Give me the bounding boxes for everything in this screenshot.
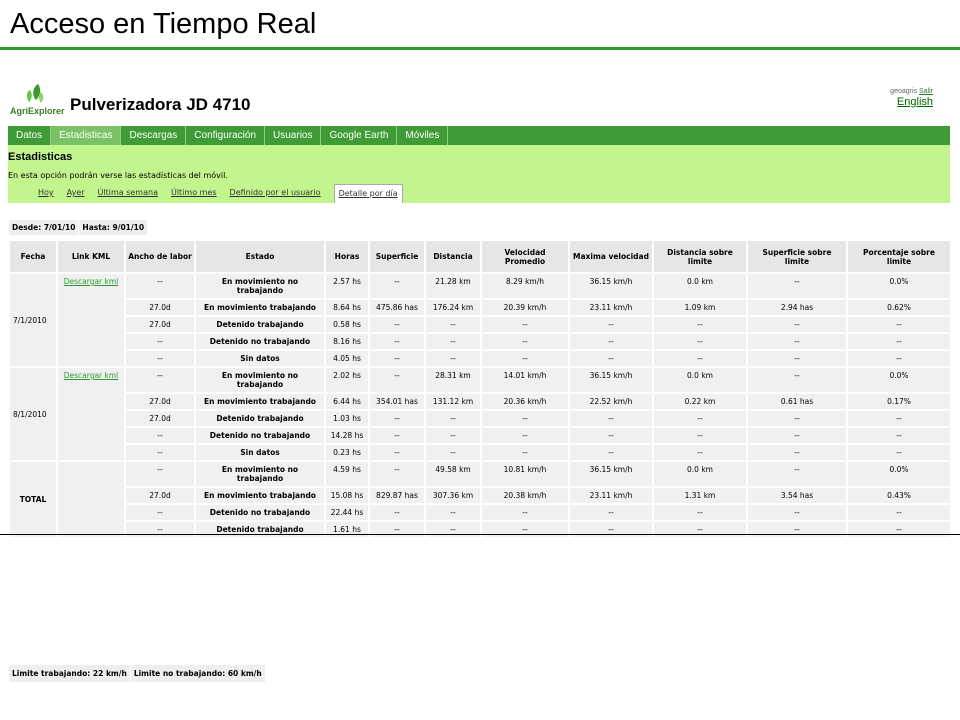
table-row — [9, 487, 951, 504]
column-header: Superficie sobre limite — [747, 240, 847, 273]
table-cell: 3.54 has — [747, 487, 847, 504]
status-cell: Detenido no trabajando — [195, 427, 325, 444]
column-header: Ancho de labor — [125, 240, 195, 273]
status-cell: En movimiento trabajando — [195, 487, 325, 504]
table-cell: -- — [569, 316, 653, 333]
table-cell: -- — [369, 316, 425, 333]
table-cell: 1.09 km — [653, 299, 747, 316]
table-cell: -- — [369, 350, 425, 367]
table-cell: -- — [653, 410, 747, 427]
table-cell: 4.59 hs — [325, 461, 369, 487]
status-cell: En movimiento no trabajando — [195, 273, 325, 299]
column-header: Velocidad Promedio — [481, 240, 569, 273]
date-range — [8, 219, 148, 236]
table-cell: -- — [569, 350, 653, 367]
table-row — [9, 367, 951, 393]
table-cell: -- — [569, 521, 653, 538]
table-cell: -- — [425, 333, 481, 350]
table-cell: 1.31 km — [653, 487, 747, 504]
subnav-link[interactable]: Detalle por día — [334, 184, 403, 203]
table-cell: 131.12 km — [425, 393, 481, 410]
table-cell: 23.11 km/h — [569, 487, 653, 504]
subnav-link[interactable]: Definido por el usuario — [229, 188, 321, 197]
app-title: Pulverizadora JD 4710 — [70, 95, 251, 114]
table-cell: -- — [369, 273, 425, 299]
date-cell: 7/1/2010 — [9, 273, 57, 367]
table-cell: 1.61 hs — [325, 521, 369, 538]
table-cell: 28.31 km — [425, 367, 481, 393]
table-cell: -- — [747, 316, 847, 333]
stats-table — [8, 239, 952, 539]
table-cell: -- — [369, 504, 425, 521]
table-cell: 307.36 km — [425, 487, 481, 504]
table-cell: -- — [369, 427, 425, 444]
table-cell: -- — [847, 504, 951, 521]
table-cell: -- — [847, 410, 951, 427]
table-cell: 0.0 km — [653, 273, 747, 299]
table-cell: -- — [747, 427, 847, 444]
table-cell: 27.0d — [125, 393, 195, 410]
column-header: Superficie — [369, 240, 425, 273]
table-row — [9, 461, 951, 487]
table-cell: 6.44 hs — [325, 393, 369, 410]
table-cell: -- — [481, 350, 569, 367]
main-nav — [8, 126, 950, 145]
table-cell: -- — [747, 410, 847, 427]
leaf-icon — [10, 82, 50, 108]
table-cell: -- — [653, 504, 747, 521]
table-cell: 0.0% — [847, 273, 951, 299]
table-cell: -- — [481, 410, 569, 427]
table-cell: 0.61 has — [747, 393, 847, 410]
logout-link[interactable]: Salir — [918, 88, 933, 95]
status-cell: En movimiento no trabajando — [195, 461, 325, 487]
table-cell: 20.38 km/h — [481, 487, 569, 504]
table-cell: 36.15 km/h — [569, 273, 653, 299]
status-cell: Detenido trabajando — [195, 521, 325, 538]
divider-line — [0, 534, 960, 535]
table-cell: 27.0d — [125, 299, 195, 316]
table-cell: 1.03 hs — [325, 410, 369, 427]
table-cell: -- — [125, 367, 195, 393]
table-cell: -- — [653, 427, 747, 444]
table-cell: -- — [425, 504, 481, 521]
language-link[interactable]: English — [896, 96, 933, 108]
table-cell: -- — [369, 521, 425, 538]
table-cell: -- — [569, 504, 653, 521]
table-row — [9, 333, 951, 350]
table-cell: 14.01 km/h — [481, 367, 569, 393]
table-cell: -- — [125, 521, 195, 538]
nav-item-datos[interactable]: Datos — [8, 126, 51, 145]
table-row — [9, 316, 951, 333]
table-cell: -- — [653, 333, 747, 350]
table-cell: -- — [847, 427, 951, 444]
table-cell: 2.57 hs — [325, 273, 369, 299]
status-cell: Detenido trabajando — [195, 410, 325, 427]
table-cell: 27.0d — [125, 316, 195, 333]
table-cell: 0.22 km — [653, 393, 747, 410]
table-cell: -- — [425, 444, 481, 461]
subnav-link[interactable]: Último mes — [170, 188, 217, 197]
nav-item-estadisticas[interactable]: Estadisticas — [51, 126, 121, 145]
table-cell: 0.0% — [847, 367, 951, 393]
section-description: En esta opción podrán verse las estadísticas del móvil. — [8, 171, 228, 180]
table-cell: 8.64 hs — [325, 299, 369, 316]
table-cell: 829.87 has — [369, 487, 425, 504]
table-cell: -- — [747, 367, 847, 393]
table-cell: -- — [569, 410, 653, 427]
nav-item-configuraci-n[interactable]: Configuración — [186, 126, 265, 145]
subnav-link[interactable]: Hoy — [38, 188, 54, 197]
table-cell: 4.05 hs — [325, 350, 369, 367]
table-cell: -- — [481, 333, 569, 350]
subnav-link[interactable]: Última semana — [97, 188, 158, 197]
table-cell: 0.43% — [847, 487, 951, 504]
table-cell: 475.86 has — [369, 299, 425, 316]
table-cell: -- — [747, 273, 847, 299]
table-cell: 23.11 km/h — [569, 299, 653, 316]
nav-item-m-viles[interactable]: Móviles — [397, 126, 448, 145]
table-cell: -- — [481, 316, 569, 333]
status-cell: En movimiento no trabajando — [195, 367, 325, 393]
table-row — [9, 427, 951, 444]
table-cell: -- — [481, 521, 569, 538]
table-cell: -- — [369, 333, 425, 350]
table-cell: -- — [425, 316, 481, 333]
section-title: Estadisticas — [8, 151, 73, 163]
table-cell: -- — [747, 350, 847, 367]
table-cell: -- — [747, 504, 847, 521]
table-row — [9, 350, 951, 367]
user-box — [890, 88, 933, 108]
table-cell: -- — [653, 444, 747, 461]
table-cell: -- — [369, 461, 425, 487]
table-cell: -- — [125, 273, 195, 299]
column-header: Distancia sobre limite — [653, 240, 747, 273]
table-cell: -- — [847, 521, 951, 538]
logo-text: AgriExplorer — [10, 106, 65, 116]
limit-not-working: Limite no trabajando: 60 km/h — [130, 665, 265, 683]
table-cell: 20.39 km/h — [481, 299, 569, 316]
column-header: Fecha — [9, 240, 57, 273]
table-cell: 176.24 km — [425, 299, 481, 316]
table-cell: 0.0 km — [653, 367, 747, 393]
period-subnav — [38, 183, 416, 203]
table-cell: -- — [425, 521, 481, 538]
date-to: Hasta: 9/01/10 — [79, 220, 148, 236]
column-header: Link KML — [57, 240, 125, 273]
agriexplorer-logo[interactable] — [10, 82, 70, 122]
column-header: Estado — [195, 240, 325, 273]
table-row — [9, 273, 951, 299]
table-cell: -- — [653, 316, 747, 333]
table-cell: -- — [125, 350, 195, 367]
slide-title: Acceso en Tiempo Real — [10, 8, 317, 40]
kml-cell — [57, 461, 125, 538]
column-header: Distancia — [425, 240, 481, 273]
table-cell: 2.94 has — [747, 299, 847, 316]
table-cell: -- — [747, 461, 847, 487]
table-row — [9, 410, 951, 427]
table-cell: 21.28 km — [425, 273, 481, 299]
status-cell: Detenido no trabajando — [195, 504, 325, 521]
table-cell: 36.15 km/h — [569, 461, 653, 487]
table-cell: 14.28 hs — [325, 427, 369, 444]
table-cell: -- — [125, 333, 195, 350]
table-cell: 15.08 hs — [325, 487, 369, 504]
table-cell: 49.58 km — [425, 461, 481, 487]
table-cell: -- — [369, 444, 425, 461]
stats-section — [8, 145, 950, 203]
status-cell: En movimiento trabajando — [195, 393, 325, 410]
kml-cell — [57, 367, 125, 461]
table-cell: -- — [481, 444, 569, 461]
date-from: Desde: 7/01/10 — [9, 220, 79, 236]
subnav-link[interactable]: Ayer — [66, 188, 85, 197]
table-cell: -- — [481, 504, 569, 521]
table-cell: 20.36 km/h — [481, 393, 569, 410]
column-header: Maxima velocidad — [569, 240, 653, 273]
download-kml-link[interactable]: Descargar kml — [63, 371, 119, 380]
table-header-row — [9, 240, 951, 273]
nav-item-google-earth[interactable]: Google Earth — [321, 126, 397, 145]
table-cell: 0.62% — [847, 299, 951, 316]
table-cell: -- — [747, 444, 847, 461]
table-cell: 0.23 hs — [325, 444, 369, 461]
table-cell: -- — [569, 333, 653, 350]
username: geoagris — [890, 88, 918, 95]
table-row — [9, 504, 951, 521]
column-header: Porcentaje sobre limite — [847, 240, 951, 273]
date-cell: 8/1/2010 — [9, 367, 57, 461]
download-kml-link[interactable]: Descargar kml — [63, 277, 119, 286]
table-cell: -- — [125, 444, 195, 461]
table-cell: 8.29 km/h — [481, 273, 569, 299]
table-cell: -- — [481, 427, 569, 444]
table-cell: -- — [747, 333, 847, 350]
table-cell: 0.0 km — [653, 461, 747, 487]
table-cell: -- — [425, 410, 481, 427]
table-cell: 36.15 km/h — [569, 367, 653, 393]
status-cell: Detenido no trabajando — [195, 333, 325, 350]
table-cell: -- — [125, 504, 195, 521]
table-cell: 27.0d — [125, 410, 195, 427]
status-cell: Detenido trabajando — [195, 316, 325, 333]
nav-item-usuarios[interactable]: Usuarios — [265, 126, 321, 145]
table-cell: -- — [847, 333, 951, 350]
table-cell: 8.16 hs — [325, 333, 369, 350]
table-cell: -- — [653, 521, 747, 538]
table-cell: 27.0d — [125, 487, 195, 504]
table-cell: -- — [847, 444, 951, 461]
table-cell: 2.02 hs — [325, 367, 369, 393]
table-cell: 0.17% — [847, 393, 951, 410]
limit-working: Limite trabajando: 22 km/h — [9, 665, 131, 683]
kml-cell — [57, 273, 125, 367]
table-cell: -- — [747, 521, 847, 538]
table-cell: -- — [569, 444, 653, 461]
status-cell: Sin datos — [195, 444, 325, 461]
table-cell: -- — [425, 350, 481, 367]
table-cell: -- — [569, 427, 653, 444]
speed-limits — [8, 664, 266, 683]
table-cell: -- — [847, 350, 951, 367]
table-cell: 0.58 hs — [325, 316, 369, 333]
table-row — [9, 444, 951, 461]
table-cell: -- — [847, 316, 951, 333]
table-row — [9, 299, 951, 316]
date-cell: TOTAL — [9, 461, 57, 538]
column-header: Horas — [325, 240, 369, 273]
status-cell: En movimiento trabajando — [195, 299, 325, 316]
table-cell: 22.52 km/h — [569, 393, 653, 410]
table-cell: -- — [125, 427, 195, 444]
table-cell: 22.44 hs — [325, 504, 369, 521]
table-cell: -- — [125, 461, 195, 487]
table-cell: -- — [369, 367, 425, 393]
table-cell: -- — [653, 350, 747, 367]
table-cell: 354.01 has — [369, 393, 425, 410]
table-cell: 10.81 km/h — [481, 461, 569, 487]
table-cell: -- — [369, 410, 425, 427]
table-row — [9, 393, 951, 410]
table-row — [9, 521, 951, 538]
status-cell: Sin datos — [195, 350, 325, 367]
table-cell: 0.0% — [847, 461, 951, 487]
title-rule — [0, 47, 960, 50]
nav-item-descargas[interactable]: Descargas — [121, 126, 186, 145]
table-cell: -- — [425, 427, 481, 444]
